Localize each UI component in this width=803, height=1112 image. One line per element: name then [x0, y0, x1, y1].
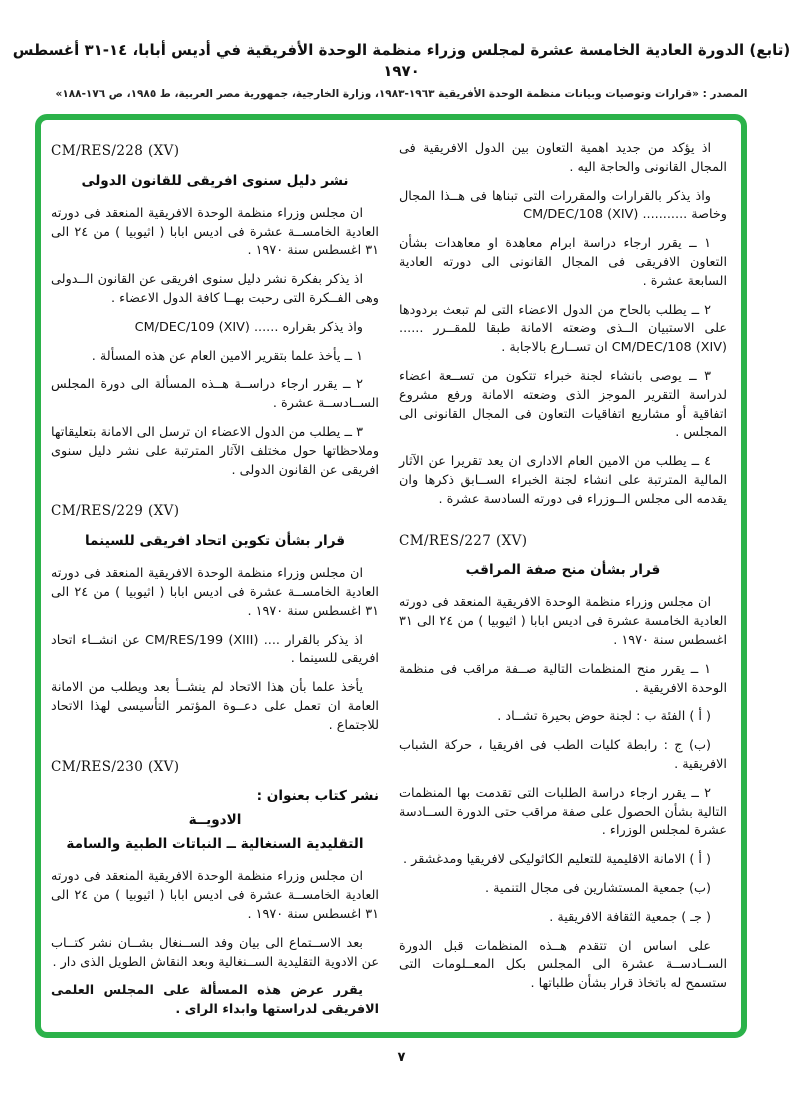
paragraph: ١ ــ يقرر ارجاء دراسة ابرام معاهدة او معاهدات بشأن التعاون الافريقى فى المجال القانونى الى دورته العادية السابعة عشرة .	[399, 236, 727, 289]
paragraph: (ب) جمعية المستشارين فى مجال التنمية .	[484, 880, 711, 896]
paragraph: يقرر عرض هذه المسألة على المجلس العلمى الافريقى لدراستها وابداء الراى .	[51, 983, 379, 1018]
column-right	[399, 140, 727, 1020]
resolution-code: CM/RES/229 (XV)	[51, 503, 180, 520]
section-title: نشر دليل سنوى افريقى للقانون الدولى	[81, 172, 349, 189]
paragraph: واذ يذكر بقراره ...... CM/DEC/109 (XIV)	[134, 319, 363, 335]
paragraph: اذ يذكر بالقرار .... CM/RES/199 (XIII) عن انشــاء اتحاد افريقى للسينما .	[51, 632, 379, 667]
paragraph: على اساس ان تتقدم هــذه المنظمات قبل الدورة الســادســة عشرة الى المجلس بكل المعــلومات التى ستسمح له باتخاذ قرار بشأن طلباتها .	[399, 938, 727, 992]
paragraph: ان مجلس وزراء منظمة الوحدة الافريقية المنعقد فى دورته العادية الخامسة عشرة فى اديس ابابا ( اثيوبيا ) من ٢٤ الى ٣١ اغسطس سنة ١٩٧٠ .	[399, 595, 727, 648]
paragraph: ٢ ــ يطلب بالحاح من الدول الاعضاء التى لم تبعث بردودها على الاستبيان الــذى وضعته الامانة طبقا للمقــرر ...... CM/DEC/108 (XIV) ان تســارع بالاجابة .	[399, 302, 727, 356]
paragraph: يأخذ علما بأن هذا الاتحاد لم ينشــأ بعد ويطلب من الامانة العامة ان تعمل على دعــوة المؤتمر التأسيسى لهذا الاتحاد للاجتماع .	[51, 680, 379, 733]
paragraph: ( أ ) الفئة ب : لجنة حوض بحيرة تشــاد .	[497, 709, 711, 725]
resolution-code: CM/RES/227 (XV)	[399, 532, 528, 549]
header-source-line: المصدر : «قرارات وتوصيات وبيانات منظمة الوحدة الأفريقية ١٩٦٣-١٩٨٣، وزارة الخارجية، جمهورية مصر العربية، ط ١٩٨٥، ص ١٧٦-١٨٨»	[55, 88, 748, 100]
paragraph: ١ ــ يقرر منح المنظمات التالية صــفة مراقب فى منظمة الوحدة الافريقية .	[399, 661, 727, 696]
page-header	[0, 40, 803, 100]
paragraph: (ب) ج : رابطة كليات الطب فى افريقيا ، حركة الشباب الافريقية .	[399, 738, 727, 772]
resolution-code: CM/RES/230 (XV)	[51, 758, 180, 775]
header-session-title: (تابع) الدورة العادية الخامسة عشرة لمجلس وزراء منظمة الوحدة الأفريقية في أديس أبابا، ١٤-٣١ أغسطس ١٩٧٠	[12, 41, 791, 80]
highlight-frame	[35, 114, 747, 1038]
paragraph: بعد الاســتماع الى بيان وفد الســنغال بشــان نشر كتــاب عن الادوية التقليدية الســنغالية وبعد النقاش الطويل الذى دار .	[51, 935, 379, 970]
paragraph: ان مجلس وزراء منظمة الوحدة الافريقية المنعقد فى دورته العادية الخامســة عشرة فى اديس ابابا ( اثيوبيا ) من ٢٤ الى ٣١ اغسطس سنة ١٩٧٠ .	[51, 869, 379, 922]
section-title: قرار بشأن تكوين اتحاد افريقى للسينما	[84, 533, 346, 550]
section-title: نشر كتاب بعنوان :	[256, 788, 379, 805]
paragraph: ٢ ــ يقرر ارجاء دراسة الطلبات التى تقدمت بها المنظمات التالية بشأن الحصول على صفة مراقب حتى الدورة الســادسة عشرة لمجلس الوزراء .	[399, 785, 727, 839]
column-left	[51, 140, 379, 1020]
page-number: ٧	[397, 1050, 406, 1065]
paragraph: ٣ ــ يطلب من الدول الاعضاء ان ترسل الى الامانة بتعليقاتها وملاحظاتها حول مختلف الآثار المترتبة على نشر دليل سنوى افريقى عن القانون الدولى .	[51, 424, 379, 478]
paragraph: اذ يؤكد من جديد اهمية التعاون بين الدول الافريقية فى المجال القانونى والحاجة اليه .	[399, 141, 727, 175]
section-title: التقليدية السنغالية ــ النباتات الطبية والسامة	[66, 836, 364, 853]
paragraph: ( جـ ) جمعية الثقافة الافريقية .	[549, 909, 711, 925]
paragraph: ( أ ) الامانة الاقليمية للتعليم الكاثوليكى لافريقيا ومدغشقر .	[403, 852, 711, 868]
paragraph: ٢ ــ يقرر ارجاء دراســة هــذه المسألة الى دورة المجلس الســادســة عشرة .	[51, 377, 379, 412]
section-title: قرار بشأن منح صفة المراقب	[465, 562, 661, 579]
paragraph: واذ يذكر بالقرارات والمقررات التى تبناها فى هــذا المجال وخاصة ........... CM/DEC/108 (XIV)	[399, 188, 727, 223]
paragraph: ٣ ــ يوصى بانشاء لجنة خبراء تتكون من تســعة اعضاء لدراسة التقرير الموجز الذى وضعته الامانة ورفع مشروع اتفاقية أو مشاريع اتفاقيات التعاون فى المجال القانونى الى المجلس .	[399, 368, 727, 441]
section-title: الادويــة	[188, 812, 242, 829]
resolution-code: CM/RES/228 (XV)	[51, 143, 180, 159]
two-column-layout	[51, 140, 727, 1020]
paragraph: ١ ــ يأخذ علما بتقرير الامين العام عن هذه المسألة .	[91, 348, 363, 364]
paragraph: اذ يذكر بفكرة نشر دليل سنوى افريقى عن القانون الــدولى وهى الفــكرة التى رحبت بهــا كافة الدول الاعضاء .	[51, 272, 379, 306]
paragraph: ٤ ــ يطلب من الامين العام الادارى ان يعد تقريرا عن الآثار المالية المترتبة على انشاء لجنة الخبراء الســابق ذكرها وان يقدمه الى مجلس الــوزراء فى دورته السادسة عشرة .	[399, 454, 727, 507]
paragraph: ان مجلس وزراء منظمة الوحدة الافريقية المنعقد فى دورته العادية الخامســة عشرة فى اديس ابابا ( اثيوبيا ) من ٢٤ الى ٣١ اغسطس سنة ١٩٧٠ .	[51, 205, 379, 259]
paragraph: ان مجلس وزراء منظمة الوحدة الافريقية المنعقد فى دورته العادية الخامســة عشرة فى اديس ابابا ( اثيوبيا ) من ٢٤ الى ٣١ اغسطس سنة ١٩٧٠ .	[51, 566, 379, 619]
